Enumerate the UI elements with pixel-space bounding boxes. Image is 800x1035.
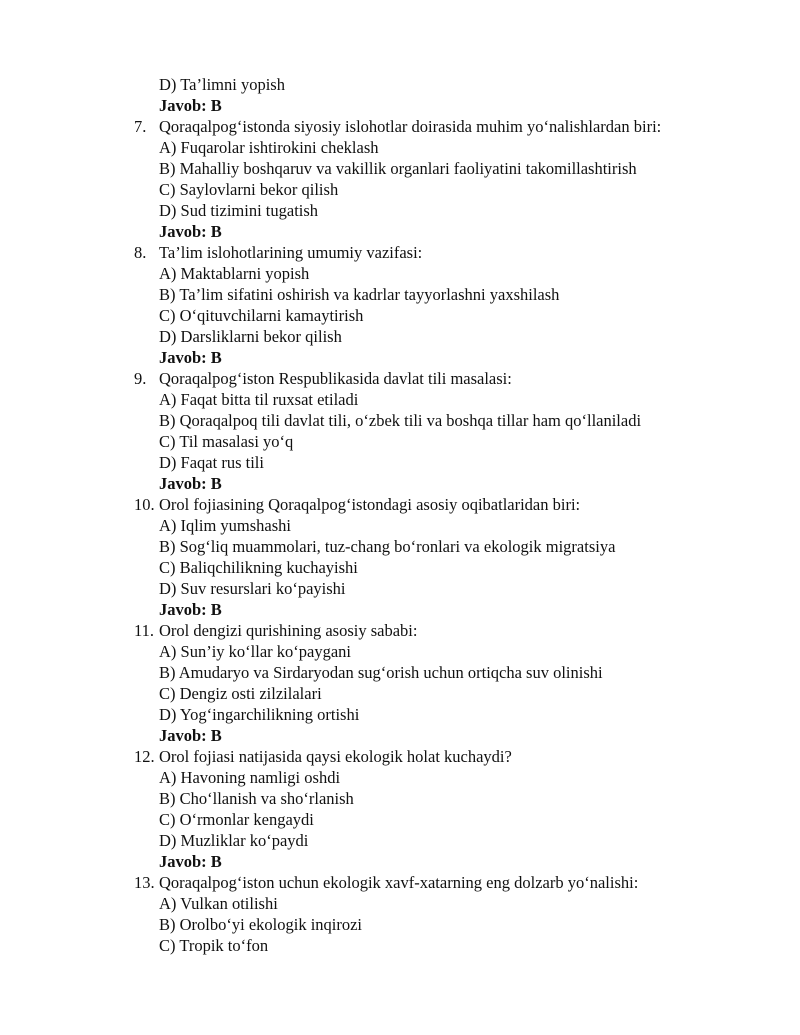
answer: Javob: B: [159, 726, 222, 745]
option-c: C) Baliqchilikning kuchayishi: [159, 558, 358, 577]
question-text: Qoraqalpog‘iston Respublikasida davlat tili masalasi:: [159, 369, 512, 388]
question-block-8: [0, 242, 800, 368]
question-number: 10.: [134, 495, 155, 514]
question-block-9: [0, 368, 800, 494]
question-12: [0, 746, 800, 767]
option-a: A) Havoning namligi oshdi: [159, 768, 341, 787]
question-block-12: [0, 746, 800, 872]
option-c: C) Saylovlarni bekor qilish: [159, 180, 339, 199]
question-text: Ta’lim islohotlarining umumiy vazifasi:: [159, 243, 423, 262]
question-text: Qoraqalpog‘istonda siyosiy islohotlar doirasida muhim yo‘nalishlardan biri:: [159, 117, 662, 136]
option-c: C) Til masalasi yo‘q: [159, 432, 294, 451]
question-9: [0, 368, 800, 389]
question-block-13: [0, 872, 800, 956]
option-b: B) Sog‘liq muammolari, tuz-chang bo‘ronlari va ekologik migratsiya: [159, 537, 616, 556]
option-d: D) Suv resurslari ko‘payishi: [159, 579, 346, 598]
answer: Javob: B: [159, 222, 222, 241]
option-d-previous: D) Ta’limni yopish: [159, 75, 285, 94]
question-text: Orol fojiasining Qoraqalpog‘istondagi asosiy oqibatlaridan biri:: [159, 495, 581, 514]
question-8: [0, 242, 800, 263]
option-b: B) Ta’lim sifatini oshirish va kadrlar tayyorlashni yaxshilash: [159, 285, 560, 304]
option-b: B) Qoraqalpoq tili davlat tili, o‘zbek tili va boshqa tillar ham qo‘llaniladi: [159, 411, 642, 430]
option-b: B) Amudaryo va Sirdaryodan sug‘orish uchun ortiqcha suv olinishi: [159, 663, 603, 682]
option-a: A) Vulkan otilishi: [159, 894, 278, 913]
answer: Javob: B: [159, 852, 222, 871]
question-number: 12.: [134, 747, 155, 766]
option-a: A) Faqat bitta til ruxsat etiladi: [159, 390, 359, 409]
option-d: D) Sud tizimini tugatish: [159, 201, 319, 220]
answer: Javob: B: [159, 348, 222, 367]
answer: Javob: B: [159, 474, 222, 493]
option-c: C) O‘qituvchilarni kamaytirish: [159, 306, 364, 325]
option-d: D) Yog‘ingarchilikning ortishi: [159, 705, 360, 724]
question-block-11: [0, 620, 800, 746]
option-c: C) Dengiz osti zilzilalari: [159, 684, 322, 703]
option-a: A) Maktablarni yopish: [159, 264, 310, 283]
option-a: A) Sun’iy ko‘llar ko‘paygani: [159, 642, 351, 661]
question-13: [0, 872, 800, 893]
question-7: [0, 116, 800, 137]
answer: Javob: B: [159, 600, 222, 619]
option-b: B) Orolbo‘yi ekologik inqirozi: [159, 915, 363, 934]
question-text: Orol fojiasi natijasida qaysi ekologik holat kuchaydi?: [159, 747, 512, 766]
option-b: B) Mahalliy boshqaruv va vakillik organlari faoliyatini takomillashtirish: [159, 159, 637, 178]
question-number: 13.: [134, 873, 155, 892]
question-10: [0, 494, 800, 515]
answer-previous: Javob: B: [159, 96, 222, 115]
question-text: Qoraqalpog‘iston uchun ekologik xavf-xatarning eng dolzarb yo‘nalishi:: [159, 873, 639, 892]
question-number: 8.: [134, 243, 147, 262]
option-a: A) Fuqarolar ishtirokini cheklash: [159, 138, 379, 157]
option-b: B) Cho‘llanish va sho‘rlanish: [159, 789, 354, 808]
question-number: 11.: [134, 621, 155, 640]
question-block-10: [0, 494, 800, 620]
option-c: C) Tropik to‘fon: [159, 936, 269, 955]
option-d: D) Faqat rus tili: [159, 453, 264, 472]
question-number: 7.: [134, 117, 147, 136]
option-d: D) Muzliklar ko‘paydi: [159, 831, 309, 850]
question-number: 9.: [134, 369, 147, 388]
question-11: [0, 620, 800, 641]
document-page: [0, 74, 800, 956]
question-text: Orol dengizi qurishining asosiy sababi:: [159, 621, 418, 640]
option-c: C) O‘rmonlar kengaydi: [159, 810, 314, 829]
question-block-7: [0, 116, 800, 242]
option-a: A) Iqlim yumshashi: [159, 516, 291, 535]
option-d: D) Darsliklarni bekor qilish: [159, 327, 342, 346]
